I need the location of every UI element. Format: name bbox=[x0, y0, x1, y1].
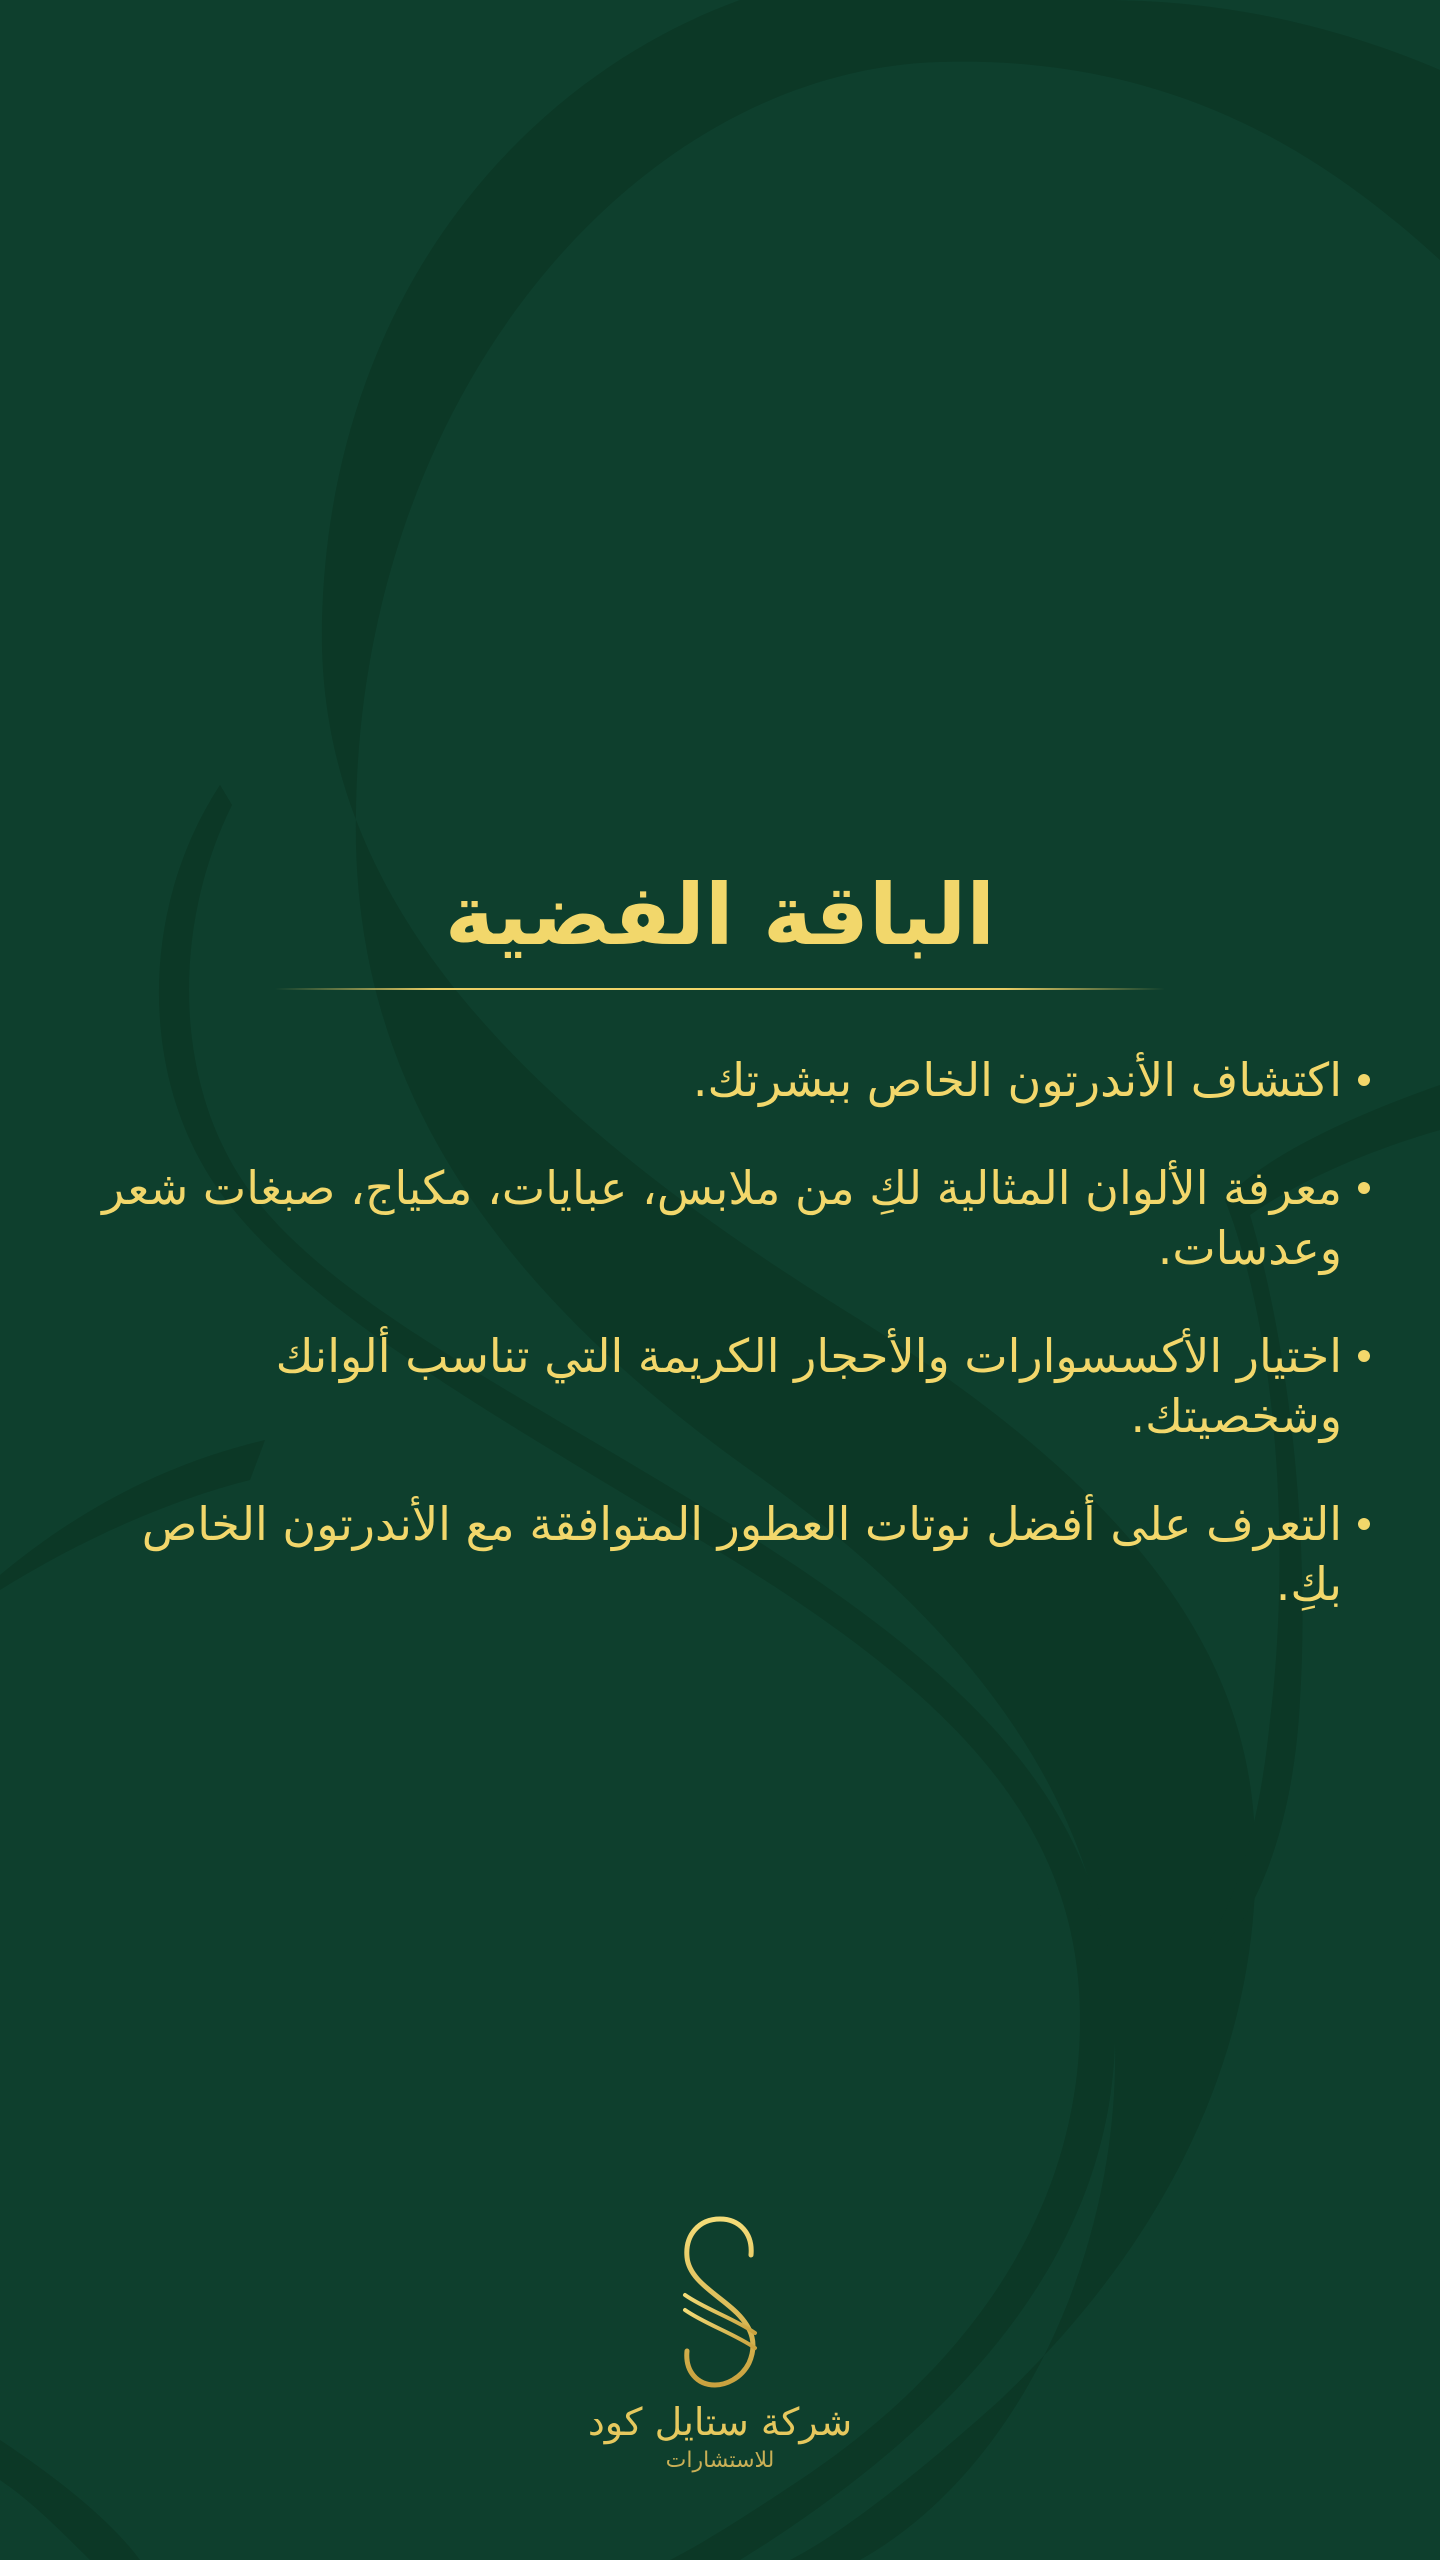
company-logo bbox=[0, 2215, 1440, 2476]
bullet-icon bbox=[1358, 1074, 1370, 1086]
feature-item bbox=[80, 1158, 1370, 1278]
bullet-icon bbox=[1358, 1350, 1370, 1362]
company-name: شركة ستايل كود bbox=[587, 2400, 853, 2444]
feature-list bbox=[80, 1050, 1370, 1662]
feature-item bbox=[80, 1050, 1370, 1110]
feature-text: اكتشاف الأندرتون الخاص ببشرتك. bbox=[692, 1053, 1342, 1107]
bullet-icon bbox=[1358, 1518, 1370, 1530]
feature-item bbox=[80, 1326, 1370, 1446]
bullet-icon bbox=[1358, 1182, 1370, 1194]
s-monogram-icon bbox=[675, 2215, 765, 2390]
company-subtitle: للاستشارات bbox=[665, 2448, 775, 2473]
feature-text: معرفة الألوان المثالية لكِ من ملابس، عبايات، مكياج، صبغات شعر وعدسات. bbox=[102, 1161, 1342, 1275]
title-divider bbox=[275, 988, 1165, 990]
feature-text: التعرف على أفضل نوتات العطور المتوافقة مع الأندرتون الخاص بكِ. bbox=[141, 1497, 1342, 1611]
feature-text: اختيار الأكسسوارات والأحجار الكريمة التي تناسب ألوانك وشخصيتك. bbox=[275, 1329, 1342, 1443]
package-title: الباقة الفضية bbox=[444, 866, 996, 964]
feature-item bbox=[80, 1494, 1370, 1614]
